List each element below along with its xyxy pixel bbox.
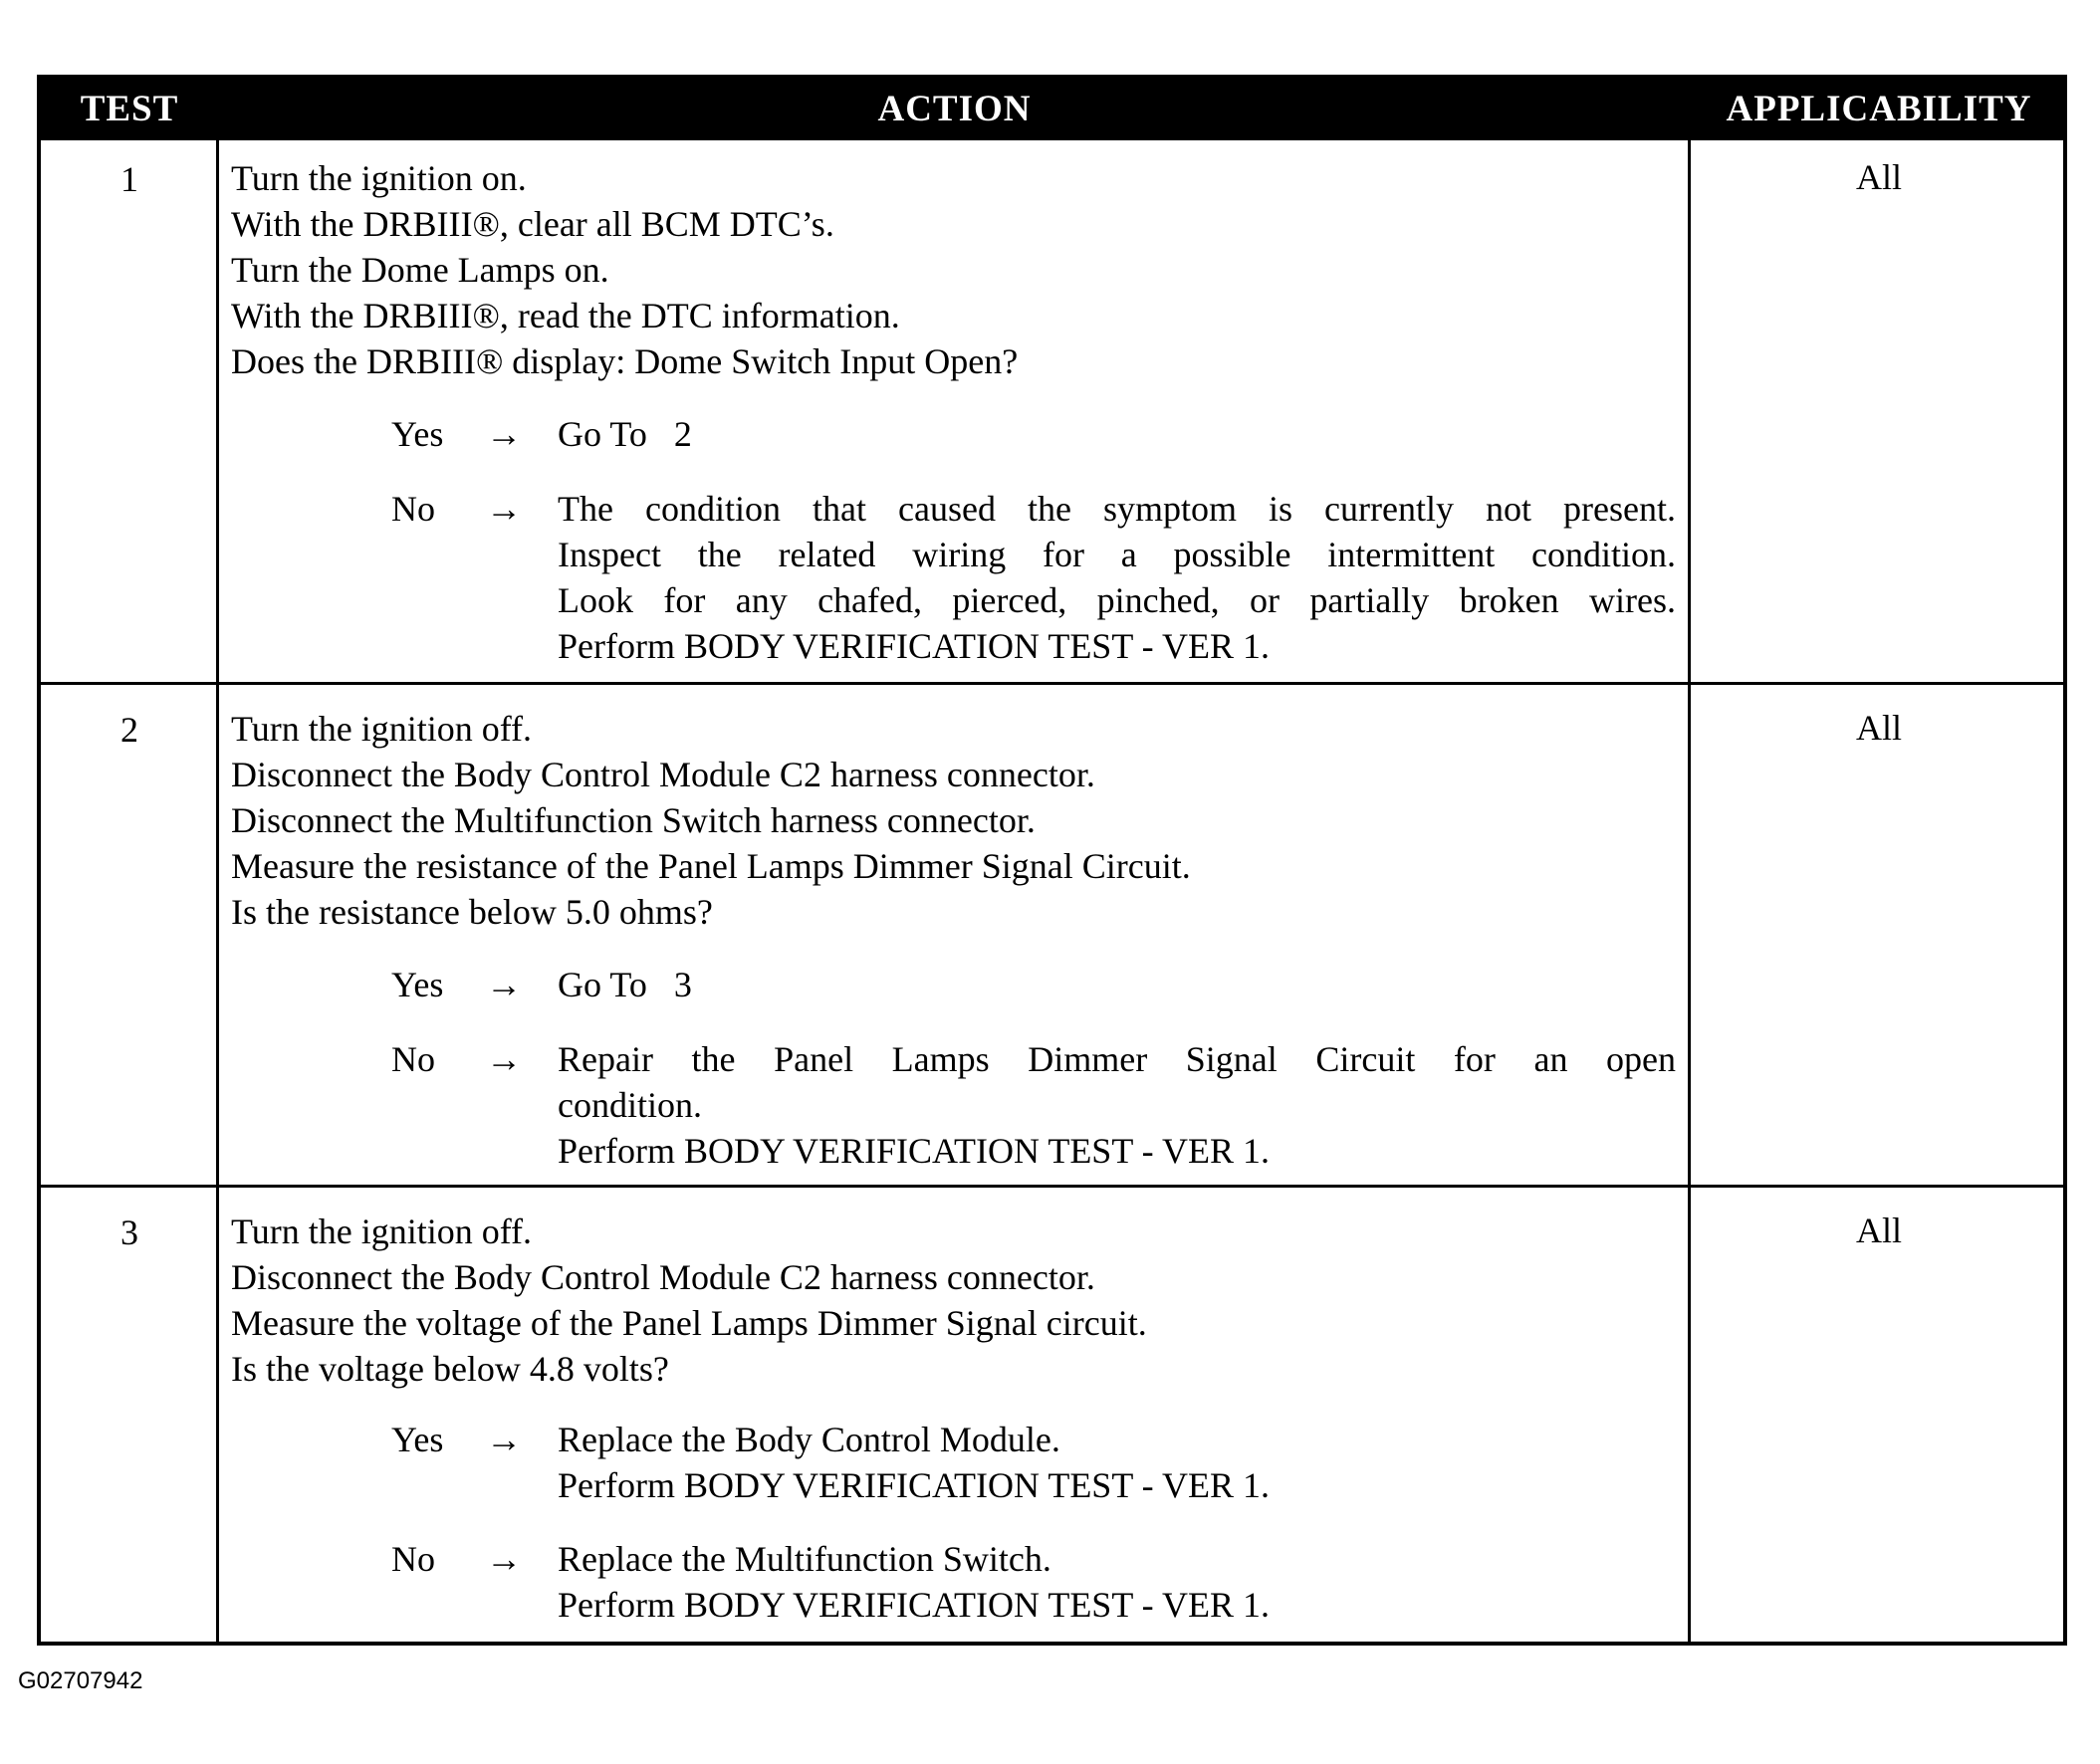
step-line: Turn the ignition off. xyxy=(231,1212,533,1251)
applicability-value: All xyxy=(1855,708,1902,748)
row-divider xyxy=(41,682,2063,685)
test-number: 2 xyxy=(120,710,138,750)
result-line: Go To 2 xyxy=(558,414,692,454)
no-label: No xyxy=(391,1039,435,1079)
result-line: The condition that caused the symptom is currently not present. xyxy=(558,489,1676,529)
result-line: Repair the Panel Lamps Dimmer Signal Circuit for an open xyxy=(558,1039,1676,1079)
result-line: Perform BODY VERIFICATION TEST - VER 1. xyxy=(558,626,1271,666)
header-test: TEST xyxy=(80,89,179,129)
step-line: Is the resistance below 5.0 ohms? xyxy=(231,892,713,932)
no-label: No xyxy=(391,1539,435,1579)
yes-label: Yes xyxy=(391,414,444,454)
result-line: Replace the Multifunction Switch. xyxy=(558,1539,1051,1579)
result-line: Inspect the related wiring for a possible intermittent condition. xyxy=(558,535,1676,574)
test-number: 1 xyxy=(120,159,138,199)
arrow-icon: → xyxy=(486,1039,522,1079)
step-line: Disconnect the Body Control Module C2 harness connector. xyxy=(231,755,1095,794)
step-line: With the DRBIII®, clear all BCM DTC’s. xyxy=(231,204,834,244)
result-line: Look for any chafed, pierced, pinched, or partially broken wires. xyxy=(558,580,1676,620)
no-result xyxy=(558,1036,1676,1174)
diagnostic-test-table xyxy=(37,75,2067,1646)
arrow-icon: → xyxy=(486,414,522,454)
arrow-icon: → xyxy=(486,1539,522,1579)
result-line: Replace the Body Control Module. xyxy=(558,1420,1060,1459)
no-result xyxy=(558,486,1676,669)
arrow-icon: → xyxy=(486,965,522,1004)
header-applicability: APPLICABILITY xyxy=(1726,89,2032,129)
step-line: Does the DRBIII® display: Dome Switch Input Open? xyxy=(231,341,1019,381)
step-line: With the DRBIII®, read the DTC information. xyxy=(231,296,900,335)
arrow-icon: → xyxy=(486,489,522,529)
result-line: Perform BODY VERIFICATION TEST - VER 1. xyxy=(558,1131,1271,1171)
step-line: Measure the resistance of the Panel Lamps Dimmer Signal Circuit. xyxy=(231,846,1191,886)
step-line: Disconnect the Body Control Module C2 harness connector. xyxy=(231,1257,1095,1297)
applicability-value: All xyxy=(1855,1211,1902,1250)
table-header xyxy=(41,79,2063,140)
yes-result xyxy=(558,1417,1676,1508)
step-line: Disconnect the Multifunction Switch harness connector. xyxy=(231,800,1036,840)
step-line: Turn the ignition off. xyxy=(231,709,533,749)
applicability-value: All xyxy=(1855,157,1902,197)
yes-label: Yes xyxy=(391,1420,444,1459)
result-line: Go To 3 xyxy=(558,965,692,1004)
arrow-icon: → xyxy=(486,1420,522,1459)
step-line: Turn the ignition on. xyxy=(231,158,527,198)
result-line: Perform BODY VERIFICATION TEST - VER 1. xyxy=(558,1585,1271,1625)
yes-result xyxy=(558,962,1676,1007)
step-line: Is the voltage below 4.8 volts? xyxy=(231,1349,669,1389)
no-label: No xyxy=(391,489,435,529)
test-number: 3 xyxy=(120,1213,138,1252)
row-divider xyxy=(41,1185,2063,1188)
step-line: Turn the Dome Lamps on. xyxy=(231,250,609,290)
column-divider xyxy=(216,140,219,1642)
step-line: Measure the voltage of the Panel Lamps Dimmer Signal circuit. xyxy=(231,1303,1147,1343)
column-divider xyxy=(1688,140,1691,1642)
action-steps xyxy=(231,1209,1147,1392)
result-line: condition. xyxy=(558,1085,702,1125)
header-action: ACTION xyxy=(877,89,1032,129)
action-steps xyxy=(231,706,1191,935)
yes-result xyxy=(558,411,1676,457)
yes-label: Yes xyxy=(391,965,444,1004)
no-result xyxy=(558,1536,1676,1628)
figure-id: G02707942 xyxy=(18,1667,143,1694)
result-line: Perform BODY VERIFICATION TEST - VER 1. xyxy=(558,1465,1271,1505)
action-steps xyxy=(231,155,1018,384)
